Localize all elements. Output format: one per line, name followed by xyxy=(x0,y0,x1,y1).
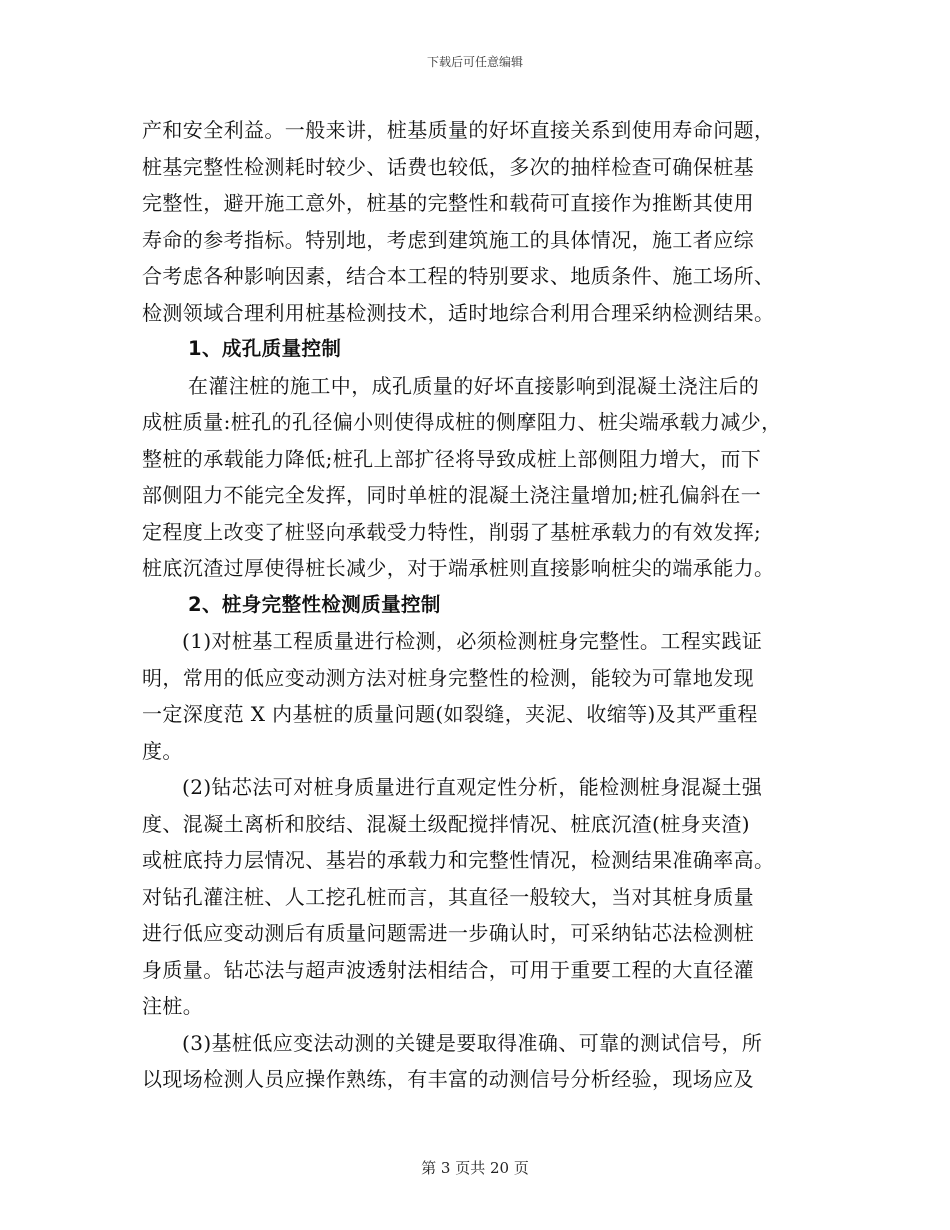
page-footer: 第 3 页共 20 页 xyxy=(421,1159,529,1177)
text-line: 对钻孔灌注桩、人工挖孔桩而言，其直径一般较大，当对其桩身质量 xyxy=(142,884,754,909)
text-line: 注桩。 xyxy=(142,994,204,1018)
text-line: 完整性，避开施工意外，桩基的完整性和载荷可直接作为推断其使用 xyxy=(142,191,754,215)
text-line: 一定深度范 X 内基桩的质量问题(如裂缝，夹泥、收缩等)及其严重程 xyxy=(142,702,758,726)
text-line: 桩基完整性检测耗时较少、话费也较低，多次的抽样检查可确保桩基 xyxy=(142,154,754,179)
text-line: 部侧阻力不能完全发挥，同时单桩的混凝土浇注量增加;桩孔偏斜在一 xyxy=(142,483,762,507)
section-heading: 2、桩身完整性检测质量控制 xyxy=(188,592,441,616)
paragraph-first-line: (3)基桩低应变法动测的关键是要取得准确、可靠的测试信号，所 xyxy=(182,1030,763,1055)
text-line: 合考虑各种影响因素，结合本工程的特别要求、地质条件、施工场所、 xyxy=(142,264,775,288)
document-body xyxy=(142,112,814,1098)
text-line: 明，常用的低应变动测方法对桩身完整性的检测，能较为可靠地发现 xyxy=(142,665,754,690)
text-line: 进行低应变动测后有质量问题需进一步确认时，可采纳钻芯法检测桩 xyxy=(142,921,754,945)
text-line: 度。 xyxy=(142,738,183,763)
text-line: 桩底沉渣过厚使得桩长减少，对于端承桩则直接影响桩尖的端承能力。 xyxy=(142,556,775,580)
text-line: 成桩质量:桩孔的孔径偏小则使得成桩的侧摩阻力、桩尖端承载力减少， xyxy=(142,410,782,434)
paragraph-first-line: (1)对桩基工程质量进行检测，必须检测桩身完整性。工程实践证 xyxy=(182,629,763,653)
text-line: 检测领域合理利用桩基检测技术，适时地综合利用合理采纳检测结果。 xyxy=(142,300,775,325)
text-line: 定程度上改变了桩竖向承载受力特性，削弱了基桩承载力的有效发挥; xyxy=(142,519,762,544)
text-line: 产和安全利益。一般来讲，桩基质量的好坏直接关系到使用寿命问题， xyxy=(142,118,775,142)
text-line: 以现场检测人员应操作熟练，有丰富的动测信号分析经验，现场应及 xyxy=(142,1067,754,1091)
text-line: 寿命的参考指标。特别地，考虑到建筑施工的具体情况，施工者应综 xyxy=(142,227,754,252)
text-line: 或桩底持力层情况、基岩的承载力和完整性情况，检测结果准确率高。 xyxy=(142,848,775,872)
section-heading: 1、成孔质量控制 xyxy=(188,337,342,360)
page-header: 下载后可任意编辑 xyxy=(426,55,523,69)
text-line: 整桩的承载能力降低;桩孔上部扩径将导致成桩上部侧阻力增大，而下 xyxy=(142,446,762,471)
text-line: 身质量。钻芯法与超声波透射法相结合，可用于重要工程的大直径灌 xyxy=(142,957,754,982)
paragraph-first-line: 在灌注桩的施工中，成孔质量的好坏直接影响到混凝土浇注后的 xyxy=(188,373,760,398)
text-line: 度、混凝土离析和胶结、混凝土级配搅拌情况、桩底沉渣(桩身夹渣) xyxy=(142,811,751,836)
paragraph-first-line: (2)钻芯法可对桩身质量进行直观定性分析，能检测桩身混凝土强 xyxy=(182,775,763,799)
